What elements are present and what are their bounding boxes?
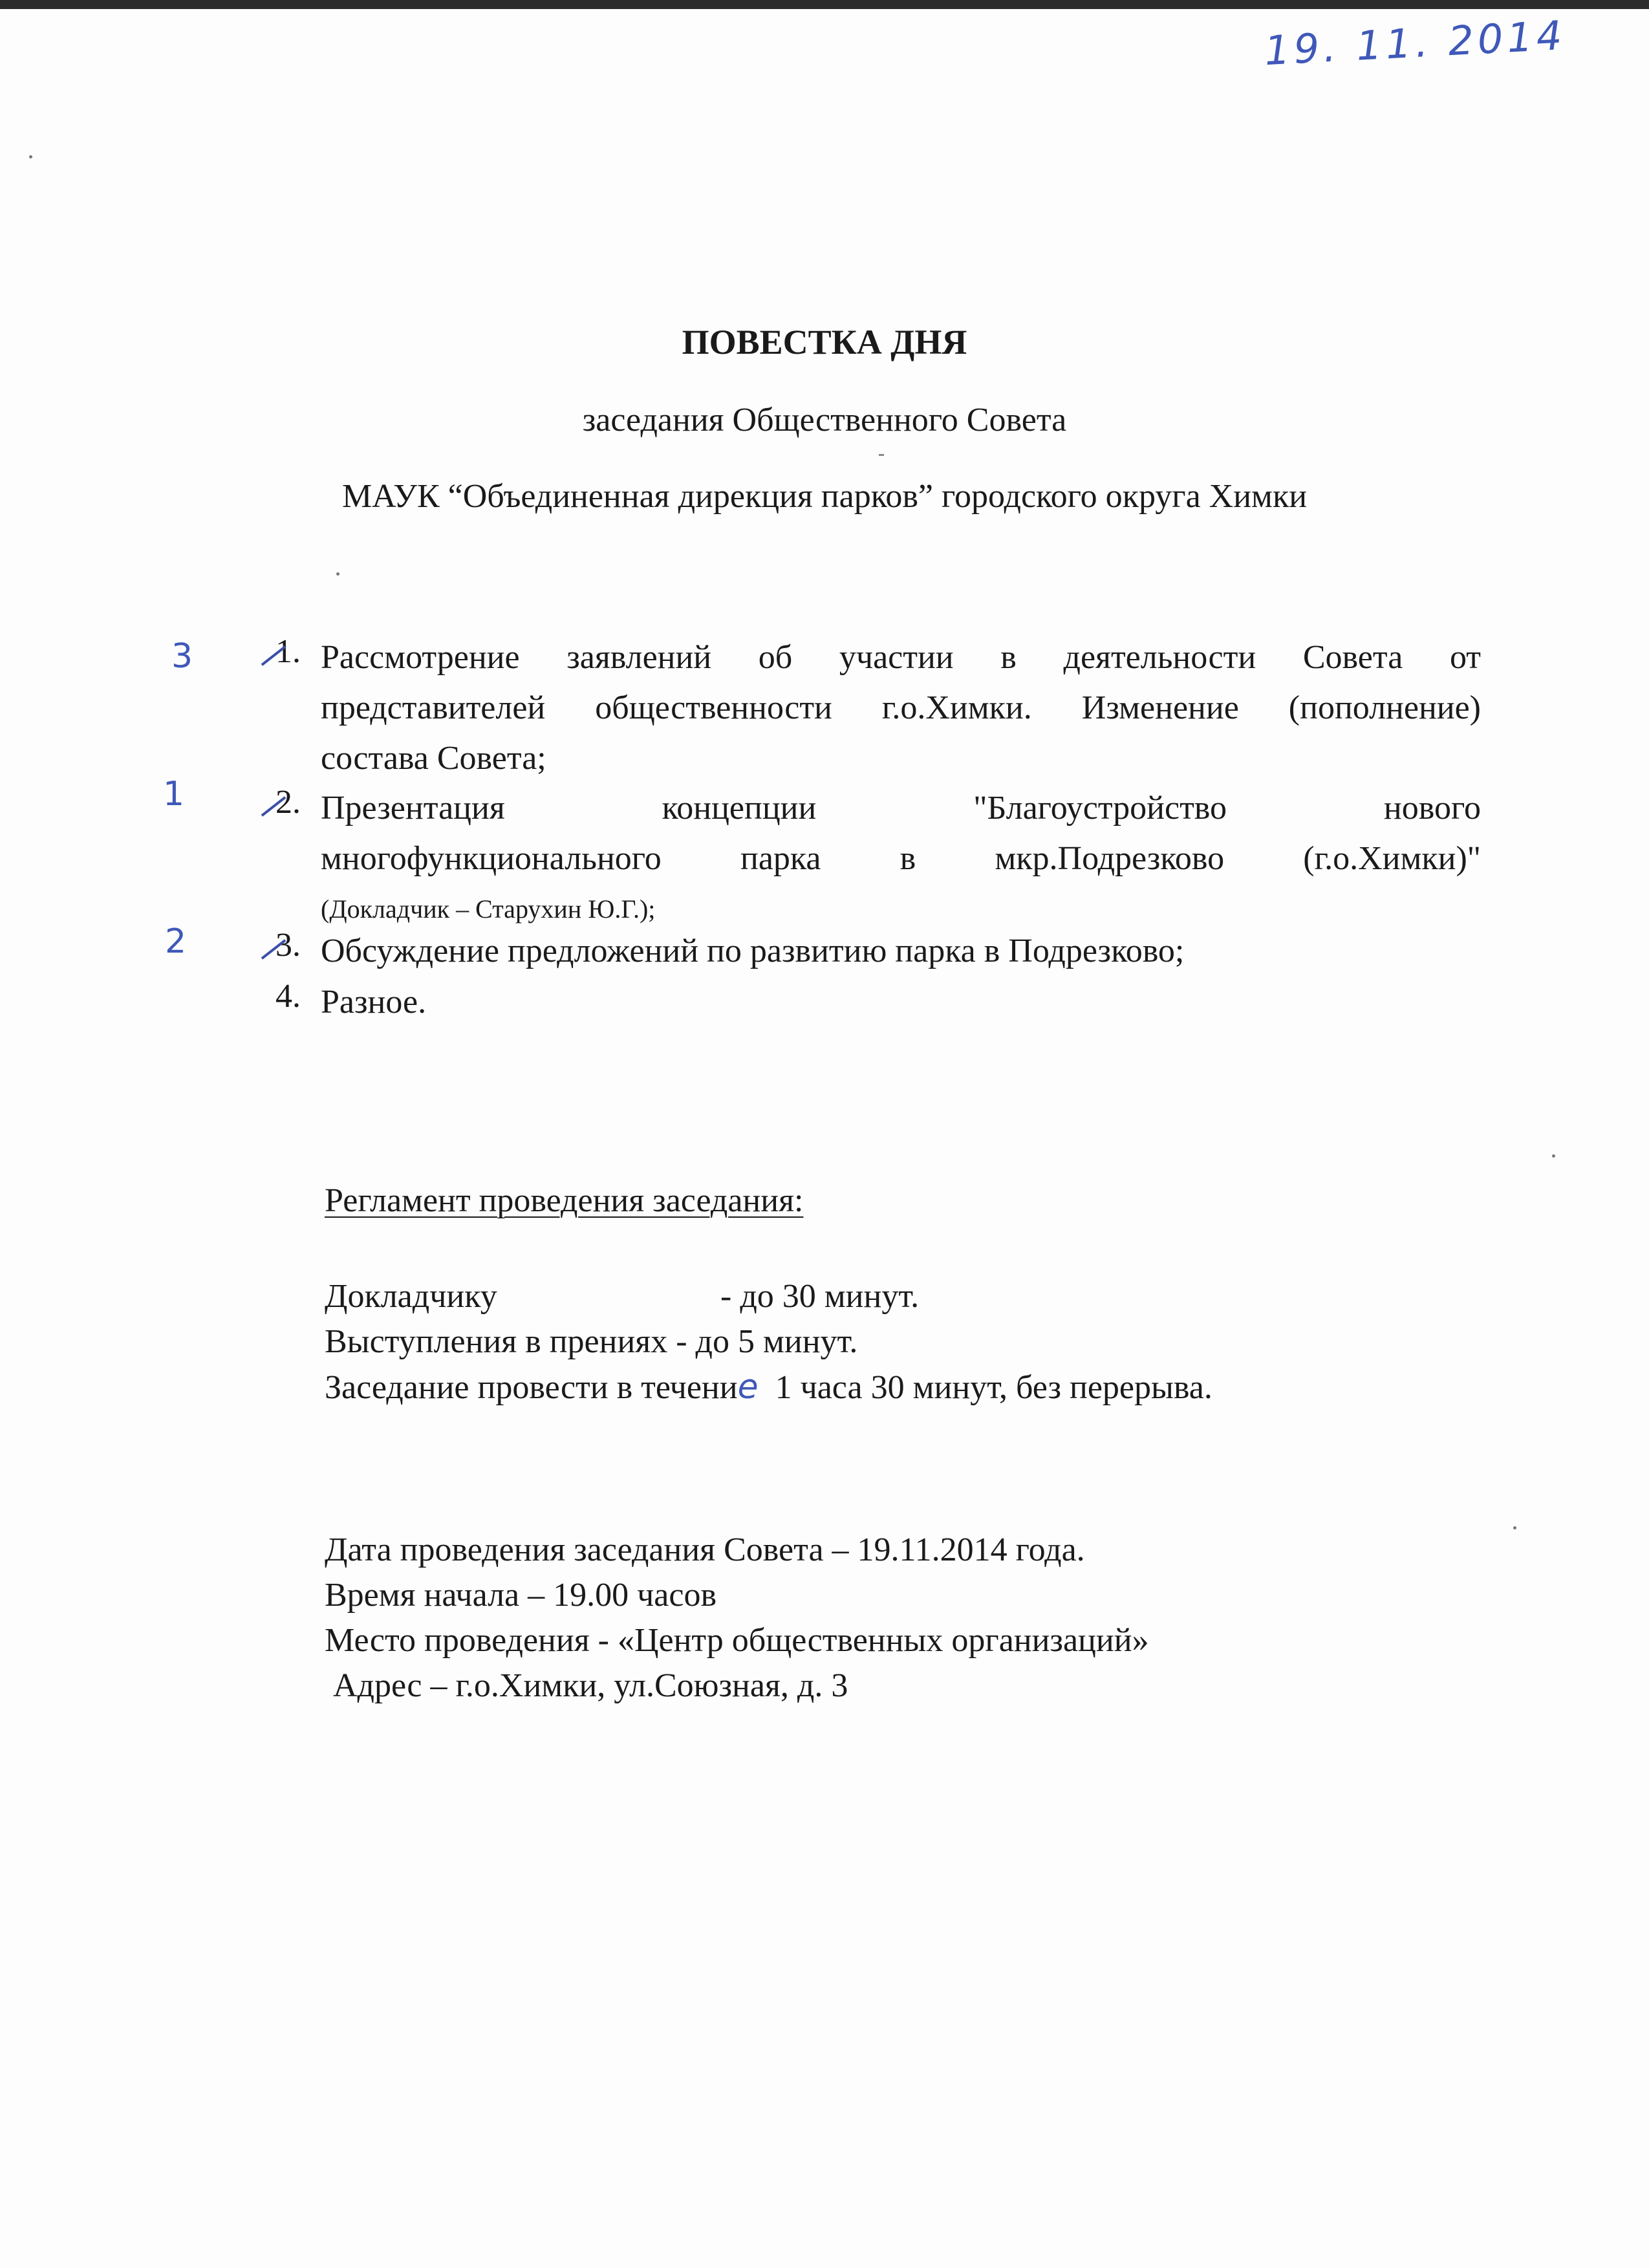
margin-number-item-3: 2 [165,922,187,961]
document-subtitle: заседания Общественного Совета [582,402,1067,438]
meeting-details [325,1528,1149,1709]
agenda-item-1-line-3: состава Совета; [321,740,546,777]
agenda-item-2-line-1: Презентация концепции "Благоустройство нового [321,790,1481,826]
scan-speck [29,155,32,158]
speaker-value: - до 30 минут. [720,1278,920,1315]
speaker-limit [325,1274,1212,1319]
regulations-heading [325,1178,803,1224]
scan-top-edge [0,0,1649,9]
meeting-address: Адрес – г.о.Химки, ул.Союзная, д. 3 [325,1667,848,1704]
handwritten-date: 19. 11. 2014 [1263,11,1567,75]
debate-limit: Выступления в прениях - до 5 минут. [325,1323,858,1360]
regulations-heading-text: Регламент проведения заседания: [325,1182,804,1219]
scan-speck [336,572,339,576]
duration-prefix: Заседание провести в течени [325,1369,738,1406]
agenda-item-4 [321,977,1481,1028]
handwritten-correction: е [737,1368,759,1407]
document-title: ПОВЕСТКА ДНЯ [682,323,967,362]
margin-number-item-2: 1 [163,775,185,814]
agenda-item-3-line-1: Обсуждение предложений по развитию парка в Подрезково; [321,933,1185,969]
duration-suffix: 1 часа 30 минут, без перерыва. [758,1369,1212,1406]
organization-name: МАУК “Объединенная дирекция парков” городского округа Химки [341,478,1308,515]
agenda-item-3 [321,926,1481,977]
meeting-date: Дата проведения заседания Совета – 19.11.2014 года. [325,1531,1085,1568]
agenda-number-2: 2. [275,784,301,821]
stray-mark [879,454,884,456]
agenda-item-2-note: (Докладчик – Старухин Ю.Г.); [321,894,656,923]
scan-speck [1552,1154,1555,1158]
agenda-item-1 [321,632,1481,784]
agenda-item-1-line-2: представителей общественности г.о.Химки. Изменение (пополнение) [321,689,1481,726]
agenda-item-4-line-1: Разное. [321,984,427,1021]
margin-number-item-1: 3 [171,637,193,676]
agenda-item-1-line-1: Рассмотрение заявлений об участии в деятельности Совета от [321,639,1481,676]
meeting-time: Время начала – 19.00 часов [325,1577,717,1614]
scan-speck [1513,1526,1516,1529]
agenda-item-2-line-2: многофункционального парка в мкр.Подрезково (г.о.Химки)" [321,840,1481,877]
agenda-number-4: 4. [275,978,301,1015]
meeting-place: Место проведения - «Центр общественных организаций» [325,1622,1149,1659]
meeting-duration [325,1365,1212,1410]
agenda-item-2 [321,783,1481,934]
regulations-list [325,1274,1212,1410]
agenda-number-1: 1. [275,633,301,670]
agenda-number-3: 3. [275,927,301,964]
speaker-label: Докладчику [325,1278,497,1315]
